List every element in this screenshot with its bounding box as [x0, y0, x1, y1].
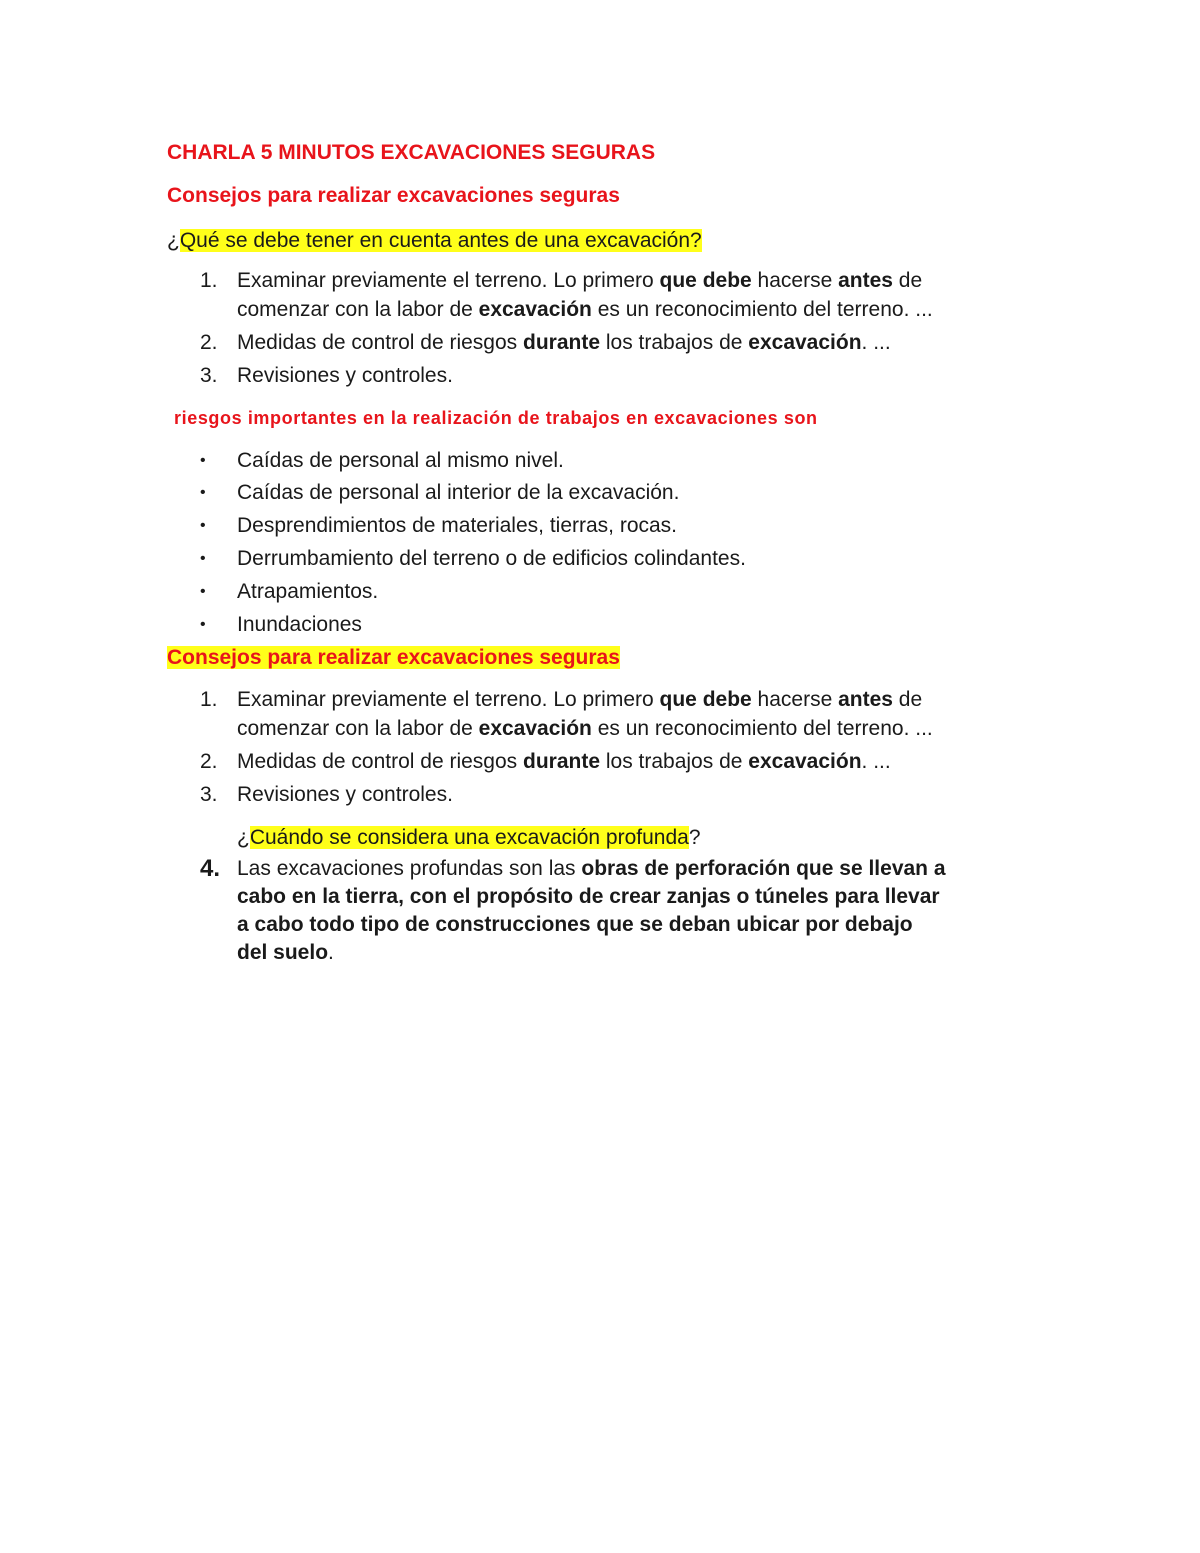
risks-heading: riesgos importantes en la realización de trabajos en excavaciones son [174, 408, 818, 428]
question-deep-excavation: ¿Cuándo se considera una excavación profunda? [237, 826, 701, 849]
page-title: CHARLA 5 MINUTOS EXCAVACIONES SEGURAS [167, 141, 656, 164]
section-subtitle-highlighted: Consejos para realizar excavaciones seguras [167, 646, 620, 669]
document-page: CHARLA 5 MINUTOS EXCAVACIONES SEGURAS Consejos para realizar excavaciones seguras ¿Qué se debe tener en cuenta antes de una excavación? 1. Examinar previamente el terreno. Lo primero que debe hacerse antes de comenzar con la labor de excavación es un reconocimiento del terreno. ... 2. Medidas de control de riesgos durante los trabajos de excavación. ... 3. Revisiones y controles. riesgos importantes en la realización de trabajos en excavaciones son • Caídas de personal al mismo nivel. • Caídas de personal al interior de la excavación. • Desprendimientos de materiales, tierras, rocas. • Derrumbamiento del terreno o de edificios colindantes. • Atrapamientos. • Inundaciones Consejos para realizar excavaciones seguras 1. Examinar previamente el terreno. Lo primero que debe hacerse antes de comenzar con la labor de excavación es un reconocimiento del terreno. ... 2. Medidas de control de riesgos durante los trabajos de excavación. ... 3. Revisiones y controles. ¿Cuándo se considera una excavación profunda? 4. Las excavaciones profundas son las obras de perforación que se llevan a cabo en la tierra, con el propósito de crear zanjas o túneles para llevar a cabo todo tipo de construcciones que se deban ubicar por debajo del suelo. [167, 141, 946, 964]
section-subtitle: Consejos para realizar excavaciones seguras [167, 184, 620, 207]
question-before-excavation: ¿Qué se debe tener en cuenta antes de una excavación? [167, 229, 702, 252]
